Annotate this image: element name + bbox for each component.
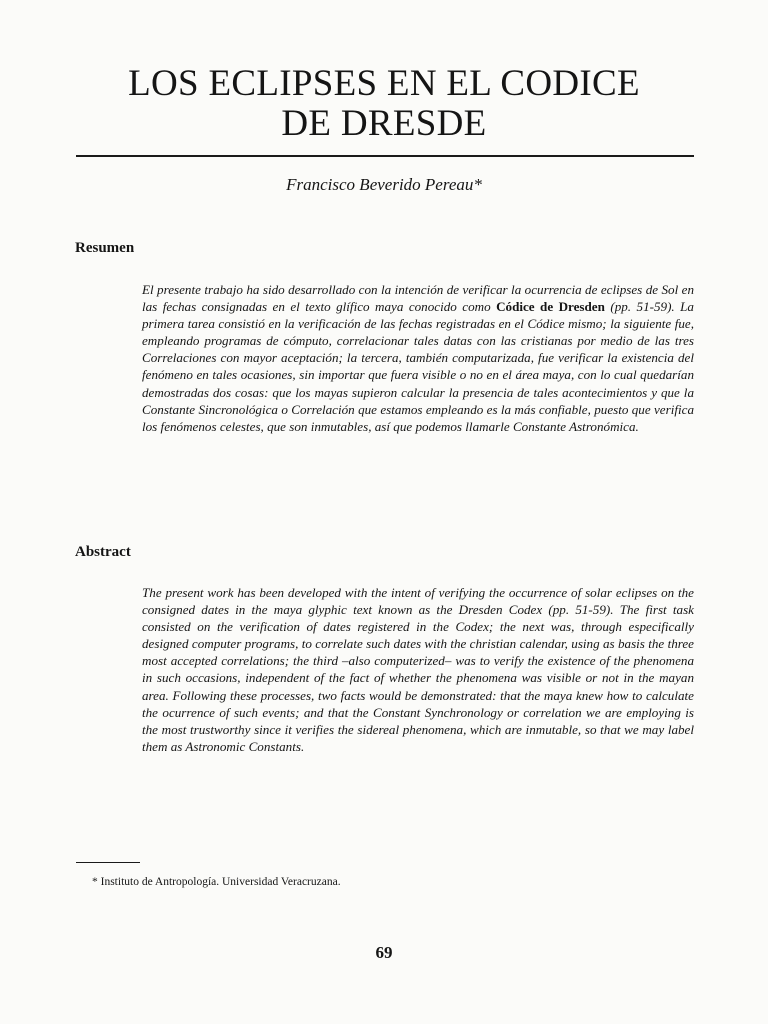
abstract-paragraph: The present work has been developed with the intent of verifying the occurrence of solar eclipses on the consigned dates in the maya glyphic text known as the Dresden Codex (pp. 51-59). The first task consisted on the verification of dates registered in the Codex; the next was, through especifically designed computer programs, to correlate such dates with the christian calendar, using as basis the three most accepted correlations; the third –also computerized– was to verify the existence of the phenomena in such occasions, independent of the fact of whether the phenomena was visible or not in the mayan area. Following these processes, two facts would be demonstrated: that the maya knew how to calculate the ocurrence of such events; and that the Constant Synchronology or correlation we are employing is the most trustworthy since it verifies the sidereal phenomena, which are inmutable, so that we may label them as Astronomic Constants. <box>142 585 694 754</box>
footnote: * Instituto de Antropología. Universidad Veracruzana. <box>92 876 341 888</box>
resumen-heading: Resumen <box>75 240 135 256</box>
title-line-1: LOS ECLIPSES EN EL CODICE <box>128 63 640 104</box>
title-divider <box>76 155 694 157</box>
abstract-heading: Abstract <box>75 544 131 560</box>
footnote-divider <box>76 862 140 863</box>
resumen-text-after: (pp. 51-59). La primera tarea consistió en la verificación de las fechas registradas en el Códice mismo; la siguiente fue, empleando programas de cómputo, correlacionar tales datas con las cristianas por medio de las tres Correlaciones con mayor aceptación; la tercera, también computarizada, fue verificar la existencia del fenómeno en tales ocasiones, sin importar que fuera visible o no en el área maya, con lo cual quedarían demostradas dos cosas: que los mayas supieron calcular la presencia de tales acontecimientos y que la Constante Sincronológica o Correlación que estamos empleando es la más confiable, puesto que verifica los fenómenos celestes, que son inmutables, así que podemos llamarle Constante Astronómica. <box>142 299 694 434</box>
page-number: 69 <box>375 943 393 962</box>
title-line-2: DE DRESDE <box>281 103 487 144</box>
resumen-paragraph <box>142 281 694 435</box>
paper-title <box>0 64 768 144</box>
author-name: Francisco Beverido Pereau* <box>286 175 482 194</box>
resumen-text-before: El presente trabajo ha sido desarrollado con la intención de verificar la ocurrencia de eclipses de Sol en las fechas consignadas en el texto glífico maya conocido como <box>142 282 694 315</box>
resumen-bold-term: Códice de Dresden <box>496 299 605 315</box>
